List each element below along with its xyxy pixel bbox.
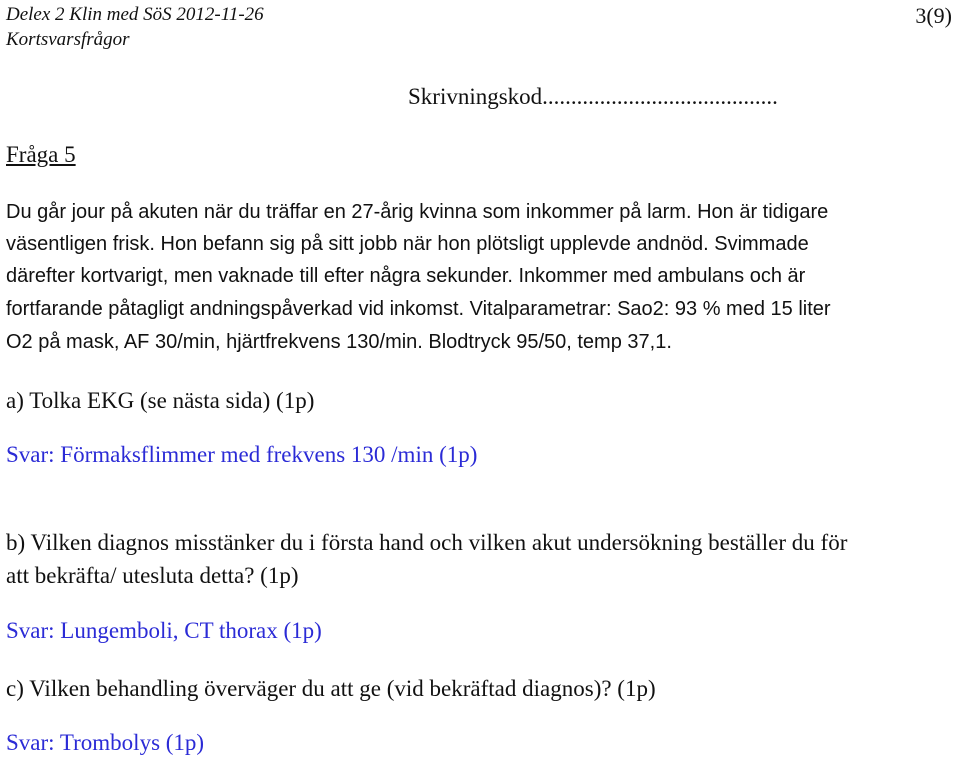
part-c-answer: Svar: Trombolys (1p)	[6, 730, 205, 755]
question-title: Fråga 5	[6, 142, 76, 167]
writing-code-field[interactable]: Skrivningskod.........................................	[408, 84, 778, 109]
part-a-question: a) Tolka EKG (se nästa sida) (1p)	[6, 388, 315, 413]
case-line: fortfarande påtagligt andningspåverkad vid inkomst. Vitalparametrar: Sao2: 93 % med 15 liter	[6, 298, 831, 320]
case-line: därefter kortvarigt, men vaknade till efter några sekunder. Inkommer med ambulans och är	[6, 265, 806, 287]
case-line: O2 på mask, AF 30/min, hjärtfrekvens 130/min. Blodtryck 95/50, temp 37,1.	[6, 331, 672, 353]
case-line: Du går jour på akuten när du träffar en 27-årig kvinna som inkommer på larm. Hon är tidigare	[6, 201, 829, 223]
part-b-question-line2: att bekräfta/ utesluta detta? (1p)	[6, 563, 299, 588]
page-number: 3(9)	[915, 3, 952, 28]
part-a-answer: Svar: Förmaksflimmer med frekvens 130 /min (1p)	[6, 442, 478, 467]
section-title: Kortsvarsfrågor	[6, 29, 130, 50]
part-c-question: c) Vilken behandling överväger du att ge (vid bekräftad diagnos)? (1p)	[6, 676, 656, 701]
course-title: Delex 2 Klin med SöS 2012-11-26	[6, 4, 264, 25]
case-line: väsentligen frisk. Hon befann sig på sitt jobb när hon plötsligt upplevde andnöd. Svimmade	[6, 233, 809, 255]
part-b-question-line1: b) Vilken diagnos misstänker du i första hand och vilken akut undersökning beställer du för	[6, 530, 848, 555]
part-b-answer: Svar: Lungemboli, CT thorax (1p)	[6, 618, 322, 643]
